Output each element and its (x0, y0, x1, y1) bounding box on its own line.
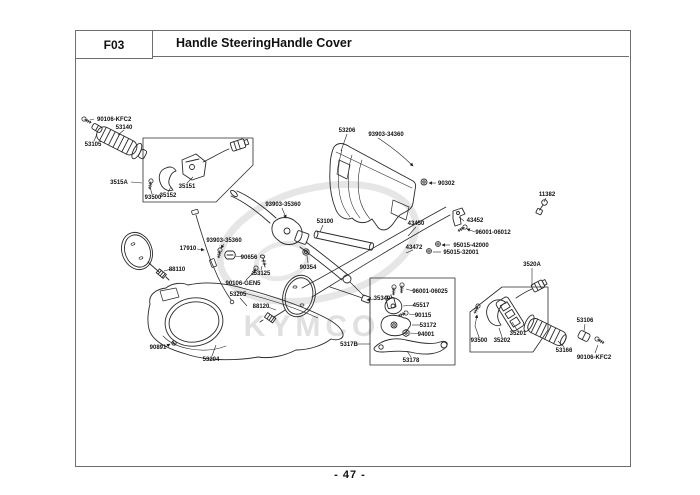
part-label-35202: 35202 (493, 338, 511, 344)
part-label-43472: 43472 (405, 245, 423, 251)
part-label-93903-35360: 93903-35360 (265, 202, 301, 208)
bolt-11382 (536, 200, 548, 215)
part-label-35152: 35152 (159, 193, 177, 199)
part-label-3520A: 3520A (523, 262, 541, 268)
part-label-53100: 53100 (316, 219, 334, 225)
part-label-90656: 90656 (240, 255, 258, 261)
part-label-88110: 88110 (168, 267, 186, 273)
part-label-93500: 93500 (144, 195, 162, 201)
screw-96001-06012 (457, 224, 468, 233)
part-label-95015-32001: 95015-32001 (443, 250, 479, 256)
part-label-53125: 53125 (253, 271, 271, 277)
part-label-94001: 94001 (417, 332, 435, 338)
part-label-90106-KFC2: 90106-KFC2 (97, 117, 132, 123)
part-label-53204: 53204 (202, 357, 220, 363)
part-label-53178: 53178 (402, 358, 420, 364)
part-label-95015-42000: 95015-42000 (453, 243, 489, 249)
switch-35201 (495, 296, 525, 332)
part-label-17910: 17910 (179, 246, 197, 252)
part-label-90115: 90115 (414, 313, 432, 319)
wire-connector (361, 295, 371, 303)
part-label-93903-34360: 93903-34360 (368, 132, 404, 138)
part-label-5317B: 5317B (340, 342, 358, 348)
left-mirror-88110 (116, 228, 169, 280)
part-label-43450: 43450 (407, 221, 425, 227)
part-label-90891: 90891 (149, 345, 167, 351)
connector-plug-right (531, 278, 548, 292)
page-number: - 47 - (334, 469, 366, 481)
right-grip-53166 (522, 314, 569, 349)
lever-holder-53172 (381, 315, 411, 335)
part-label-88120: 88120 (252, 304, 270, 310)
switch-35151 (182, 154, 206, 180)
part-label-96001-06025: 96001-06025 (412, 289, 448, 295)
part-label-53166: 53166 (555, 348, 573, 354)
cap-53106 (577, 330, 590, 342)
brake-lever-53178 (374, 339, 447, 354)
section-code: F03 (75, 30, 153, 59)
throttle-cable-17910 (191, 209, 233, 304)
page-title: Handle SteeringHandle Cover (152, 30, 629, 57)
part-label-45517: 45517 (412, 303, 430, 309)
screw-90106-kfc2-left (81, 116, 92, 124)
part-label-35340: 35340 (373, 296, 391, 302)
part-label-93903-35360: 93903-35360 (206, 238, 242, 244)
handle-pipe-53100 (313, 231, 374, 251)
part-label-53172: 53172 (419, 323, 437, 329)
panel-53204 (161, 293, 226, 350)
part-label-35201: 35201 (509, 331, 527, 337)
part-label-53140: 53140 (115, 125, 133, 131)
part-label-90354: 90354 (299, 265, 317, 271)
part-label-90106-KFC2: 90106-KFC2 (576, 355, 612, 361)
part-label-53206: 53206 (338, 128, 356, 134)
part-label-43452: 43452 (466, 218, 484, 224)
connector-plug (230, 137, 249, 151)
part-label-93500: 93500 (470, 338, 488, 344)
watermark-text: KYMCO (243, 310, 381, 343)
clamp-90656 (225, 251, 236, 259)
part-label-96001-06012: 96001-06012 (475, 230, 511, 236)
part-label-35151: 35151 (178, 184, 196, 190)
part-label-90302: 90302 (438, 181, 455, 187)
part-label-11382: 11382 (538, 192, 556, 198)
bracket-35152 (159, 167, 176, 191)
part-label-90106-GEN5: 90106-GEN5 (225, 281, 261, 287)
part-label-3515A: 3515A (110, 180, 128, 186)
nut-90302 (421, 179, 427, 185)
screw-90106-kfc2-right (594, 336, 605, 345)
part-label-53205: 53205 (229, 292, 247, 298)
part-label-53106: 53106 (576, 318, 594, 324)
part-label-53105: 53105 (84, 142, 102, 148)
